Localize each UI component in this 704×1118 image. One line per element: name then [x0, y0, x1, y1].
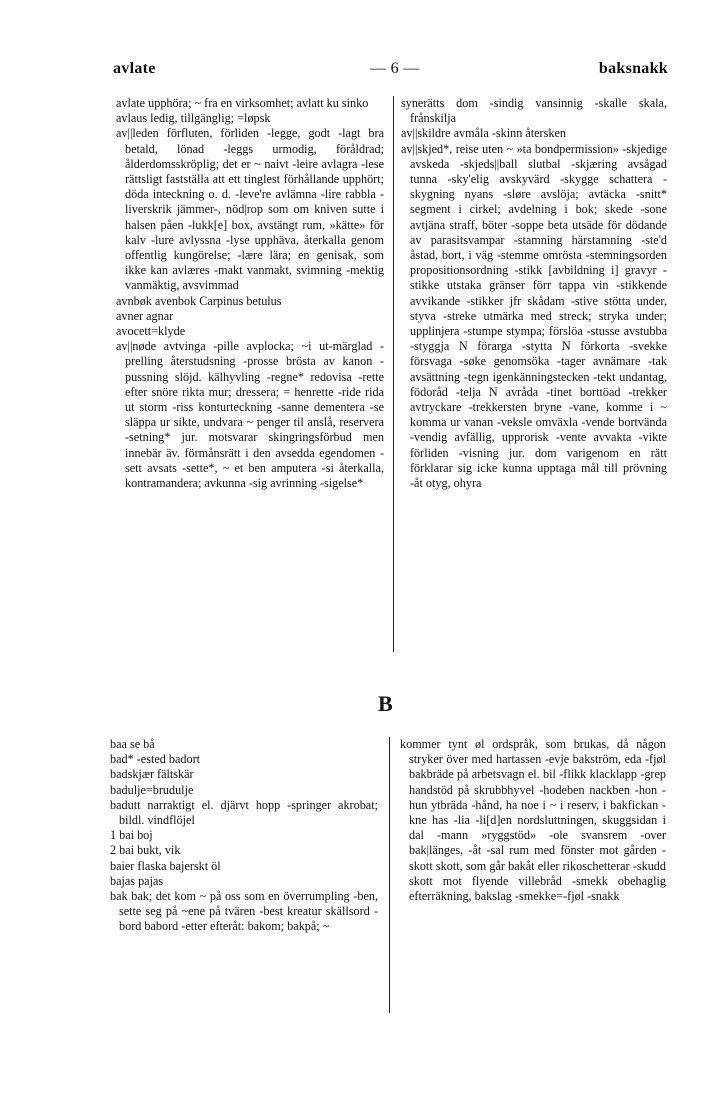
section-letter: B — [378, 691, 393, 716]
entry: baier flaska bajerskt öl — [110, 858, 221, 873]
entry: av||nøde avtvinga -pille avplocka; ~i ut-märglad -prelling återstudsning -prosse brösta av kanon -pussning slöjd. kälhyvling -regne* redovisa -rette efter snöre rikta mur; dressera; = henrette -ride rida ut storm -riss konturteckning -sanne dementera -se släppa ur sikte, undvara ~ penger til anslå, reservera -setning* jur. motsvarar skingringsförbud men innebär äv. förmånsrätt i den avsedda egendomen -sett avsats -sette*, ~ et ben amputera -si återkalla, kontramandera; avkunna -sig avrinning -sigelse* — [116, 339, 384, 491]
entry: 2 bai bukt, vik — [110, 843, 181, 858]
column-bottom-left — [110, 737, 378, 1017]
entry: baa se bå — [110, 737, 155, 751]
page-number: — 6 — — [370, 60, 420, 77]
entry: 1 bai boj — [110, 828, 153, 843]
guide-word-right: baksnakk — [598, 60, 668, 77]
entry: avlaus ledig, tillgänglig; =løpsk — [116, 111, 271, 126]
entry: badutt narraktigt el. djärvt hopp -springer akrobat; bildl. vindflöjel — [110, 797, 378, 828]
entry: bad* -ested badort — [110, 752, 201, 767]
entry: kommer tynt øl ordspråk, som brukas, då någon stryker över med hartassen -evje bakström, eda -fjøl bakbräde på arbetsvagn el. bil -flikk klacklapp -grep handstöd på skrubbhyvel -hodeben nackben -hon -hun ytbräda -hånd, ha noe i ~ i reserv, i bakfickan -kne has -lia -li[d]en nordsluttningen, skuggsidan i dal -mann »ryggstöd» -ole svansrem -over bak|länges, -åt -sal rum med fönster mot gården -skott skott, som går bakåt eller rikoschetterar -skudd skott mot flyende villebråd -smekk obehaglig efterräkning, bakslag -smekke=-fjøl -snakk — [400, 737, 666, 904]
entry: bajas pajas — [110, 873, 164, 888]
entry: av||skildre avmåla -skinn återsken — [401, 126, 566, 141]
guide-word-left: avlate — [113, 60, 156, 77]
column-divider-bottom — [389, 737, 390, 1013]
column-top-right — [401, 96, 667, 656]
entry: badulje=brudulje — [110, 782, 194, 797]
entry: bak bak; det kom ~ på oss som en överrumpling -ben, sette seg på ~ene på tvären -best kreatur skällsord -bord babord -etter efteråt: bakom; bakpå; ~ — [110, 889, 378, 934]
entry: avlate upphöra; ~ fra en virksomhet; avlatt ku sinko — [116, 96, 369, 110]
entry: avocett=klyde — [116, 324, 186, 339]
column-bottom-right — [400, 737, 666, 1017]
entry: avnbøk avenbok Carpinus betulus — [116, 293, 282, 308]
entry: badskjær fältskär — [110, 767, 194, 782]
entry: av||leden förfluten, förliden -legge, godt -lagt bra betald, lönad -leggs urmodig, föråldrad; ålderdomsskröplig; det er ~ naivt -leire avlagra -lese rättsligt fastställa att ett tinglest förhållande upphört; döda inteckning o. d. -leve're avlämna -lire rabbla -liverskrik jämmer-, nöd|rop som om kniven sutte i halsen påen -lukk[e] box, avstängt rum, »kätte» för kalv -lure avlyssna -lyse upphäva, återkalla genom offentlig kungörelse; -lære lära; en genisak, som ikke kan avlæres -makt vanmakt, svimning -mektig vanmäktig, avsvimmad — [116, 126, 384, 293]
entry: synerätts dom -sindig vansinnig -skalle skala, frånskilja — [401, 96, 667, 126]
entry: av||skjed*, reise uten ~ »ta bondpermission» -skjedige avskeda -skjeds||ball slutbal -skjæring avsågad tunna -sky'elig avskyvärd -skygge schattera -skygning nyans -sløre avslöja; avtäcka -snitt* segment i cirkel; avdelning i bok; skede -sone avtjäna straff, böter -soppe beta utsäde för dödande av parasitsvampar -stamning härstamning -ste'd åstad, bort, i väg -stemme omrösta -stemningsorden propositionsordning -stikk [avbildning i] gravyr -stikke utstaka gränser förr tappa vin -stikkende avvikande -stikker jfr skådam -stive stötta under, styva -streke utmärka med streck; stryka under; upplinjera -stumpe stympa; förslöa -stusse avstubba -styggja N förarga -stytta N förkorta -svekke försvaga -søke genomsöka -tager avnämare -tak avsättning -tegn igenkänningstecken -tekt undantag, födoråd -telja N avråda -tinet borttöad -trekker avtryckare -trekkersten bryne -vane, komme i ~ komma ur vanan -veksle omväxla -vende bortvända -vendig avfällig, upprorisk -vente avvakta -vikte förliden -visning jur. dom varigenom en rätt förklarar sig icke kunna upptaga mål till prövning -åt otyg, ohyra — [401, 141, 667, 491]
column-top-left — [116, 96, 384, 656]
entry: avner agnar — [116, 308, 174, 323]
column-divider-top — [393, 96, 394, 652]
